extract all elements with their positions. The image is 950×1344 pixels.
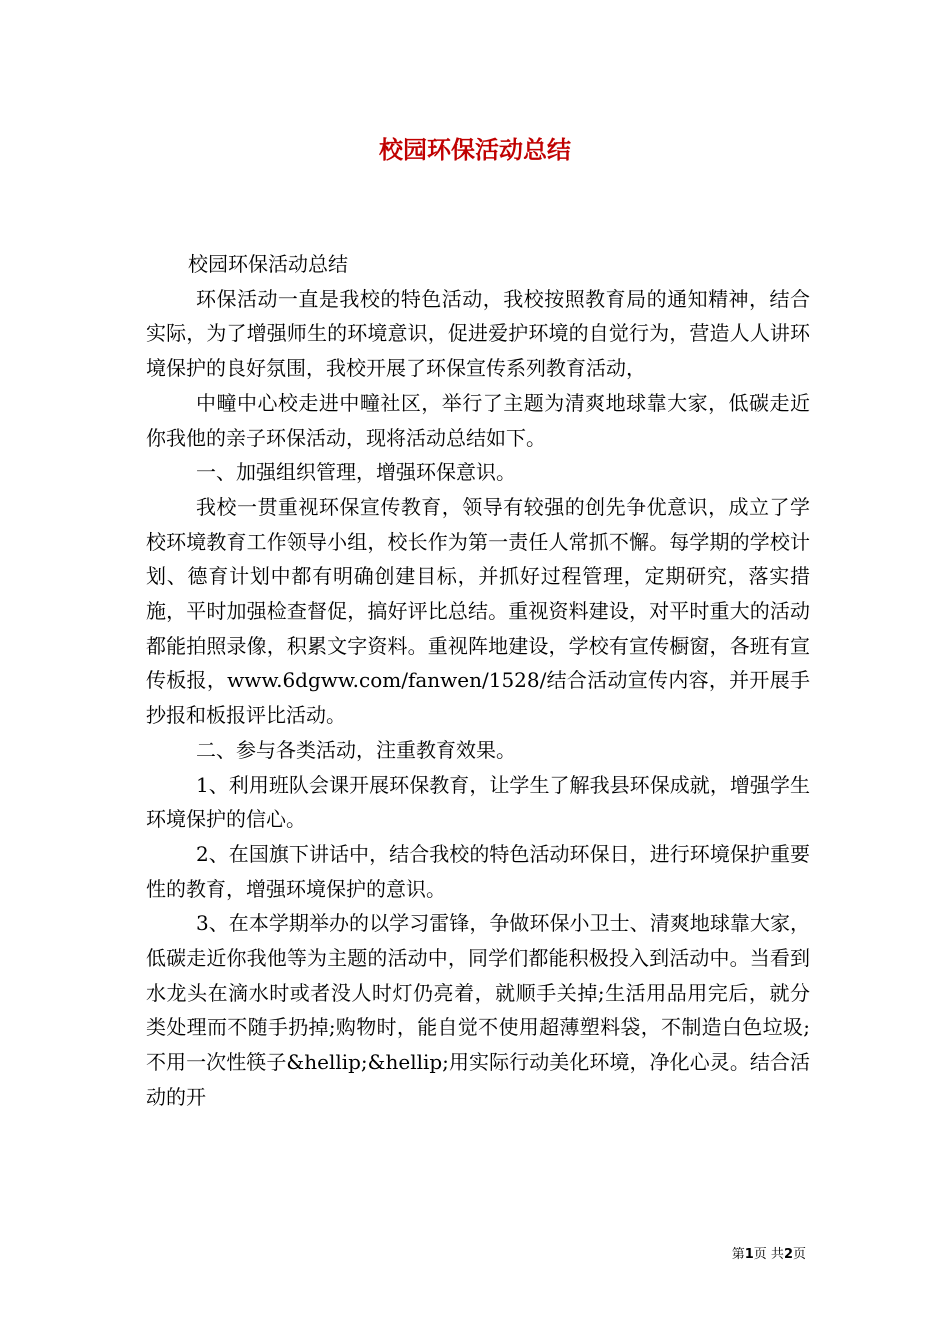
footer-current-page: 1 — [744, 1247, 754, 1262]
document-subtitle: 校园环保活动总结 — [188, 252, 348, 276]
footer-total-pages: 2 — [783, 1247, 793, 1262]
list-item-3: 3、在本学期举办的以学习雷锋，争做环保小卫士、清爽地球靠大家，低碳走近你我他等为主题的活动中，同学们都能积极投入到活动中。当看到水龙头在滴水时或者没人时灯仍亮着，就顺手关掉;生活用品用完后，就分类处理而不随手扔掉;购物时，能自觉不使用超薄塑料袋，不制造白色垃圾;不用一次性筷子&hellip;&hellip;用实际行动美化环境，净化心灵。结合活动的开 — [146, 911, 810, 1109]
section-heading-2: 二、参与各类活动，注重教育效果。 — [196, 737, 516, 762]
footer-middle: 页 共 — [753, 1247, 784, 1262]
document-body — [146, 247, 810, 1115]
paragraph-management: 我校一贯重视环保宣传教育，领导有较强的创先争优意识，成立了学校环境教育工作领导小组，校长作为第一责任人常抓不懈。每学期的学校计划、德育计划中都有明确创建目标，并抓好过程管理，定期研究，落实措施，平时加强检查督促，搞好评比总结。重视资料建设，对平时重大的活动都能拍照录像，积累文字资料。重视阵地建设，学校有宣传橱窗，各班有宣传板报，www.6dgww.com/fanwen/1528/结合活动宣传内容，并开展手抄报和板报评比活动。 — [146, 494, 810, 728]
list-item-2: 2、在国旗下讲话中，结合我校的特色活动环保日，进行环境保护重要性的教育，增强环境保护的意识。 — [146, 841, 810, 901]
list-item-1: 1、利用班队会课开展环保教育，让学生了解我县环保成就，增强学生环境保护的信心。 — [146, 772, 810, 832]
footer-prefix: 第 — [731, 1247, 745, 1262]
paragraph-event: 中疃中心校走进中疃社区，举行了主题为清爽地球靠大家，低碳走近你我他的亲子环保活动，现将活动总结如下。 — [146, 390, 810, 450]
document-title: 校园环保活动总结 — [379, 135, 571, 164]
paragraph-intro: 环保活动一直是我校的特色活动，我校按照教育局的通知精神，结合实际，为了增强师生的环境意识，促进爱护环境的自觉行为，营造人人讲环境保护的良好氛围，我校开展了环保宣传系列教育活动， — [146, 286, 810, 381]
section-heading-1: 一、加强组织管理，增强环保意识。 — [196, 460, 516, 485]
footer-suffix: 页 — [792, 1247, 806, 1262]
page-footer — [732, 1246, 806, 1264]
